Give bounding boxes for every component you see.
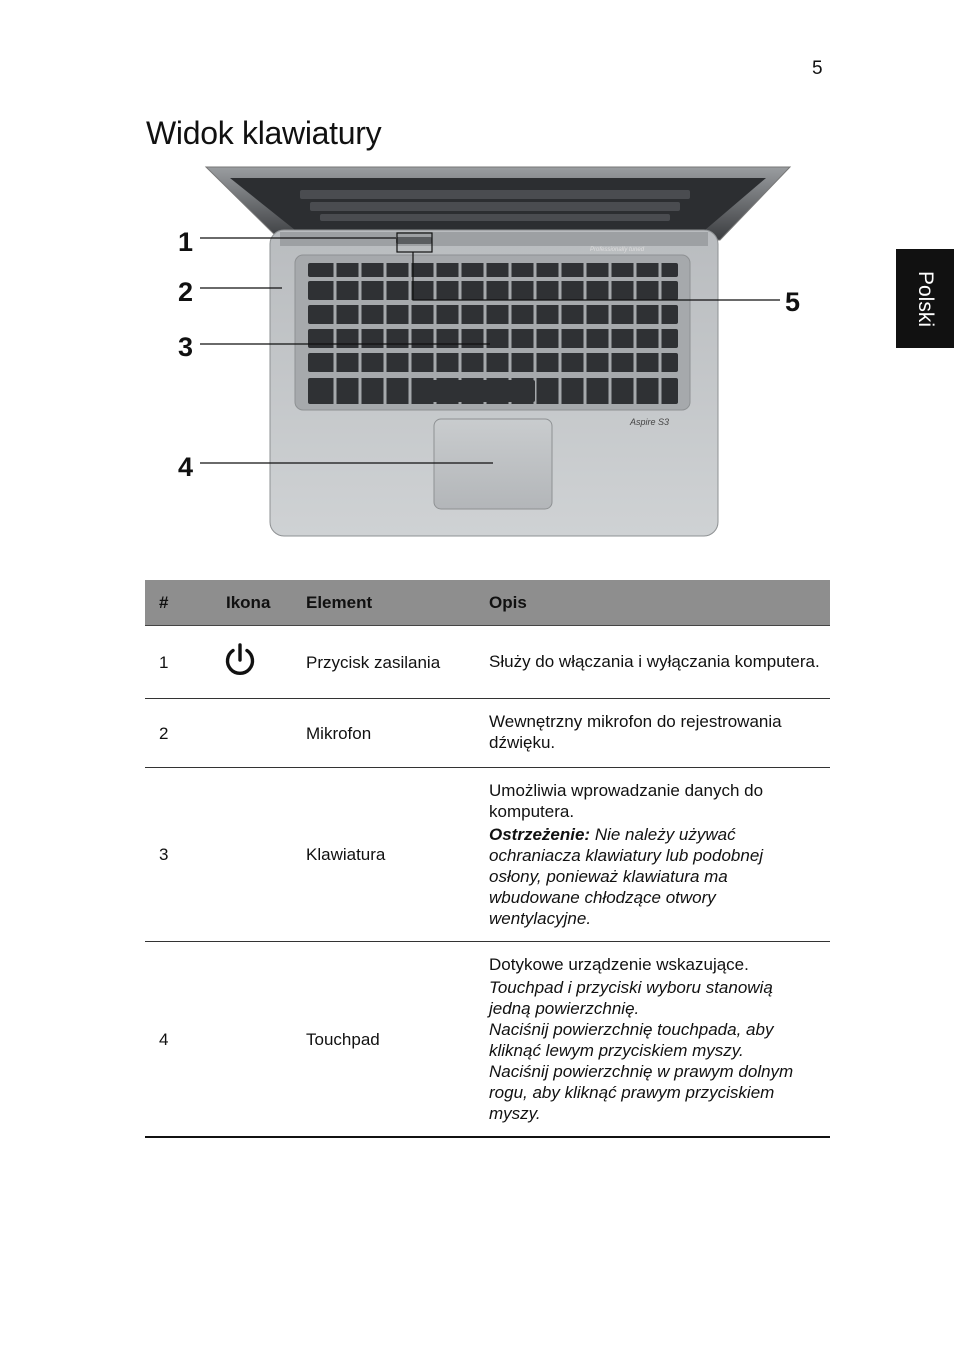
power-icon — [222, 642, 258, 678]
row-icon-cell — [212, 942, 292, 1138]
tagline: Professionally tuned — [590, 247, 645, 253]
header-num: # — [145, 580, 212, 626]
row-desc — [475, 768, 830, 942]
model-label: Aspire S3 — [630, 417, 670, 427]
warning-label: Ostrzeżenie: — [489, 825, 591, 844]
row-icon-cell — [212, 768, 292, 942]
callout-1: 1 — [178, 227, 194, 257]
row-icon-cell — [212, 626, 292, 699]
space-bar — [415, 380, 535, 402]
row-desc — [475, 942, 830, 1138]
note-2: Naciśnij powierzchnię touchpada, aby kliknąć lewym przyciskiem myszy. — [489, 1020, 774, 1060]
row-num: 4 — [145, 942, 212, 1138]
table-row — [145, 626, 830, 699]
hinge-strip — [280, 232, 708, 246]
row-element: Przycisk zasilania — [292, 626, 475, 699]
table-header-row — [145, 580, 830, 626]
callout-2: 2 — [178, 277, 194, 307]
table-row — [145, 699, 830, 768]
callout-4: 4 — [178, 452, 194, 482]
callout-5: 5 — [785, 287, 801, 317]
desc-text: Służy do włączania i wyłączania komputera. — [489, 651, 820, 671]
row-num: 2 — [145, 699, 212, 768]
table-row — [145, 768, 830, 942]
language-tab-label: Polski — [914, 270, 937, 327]
row-desc — [475, 699, 830, 768]
header-desc: Opis — [475, 580, 830, 626]
row-icon-cell — [212, 699, 292, 768]
warning-body: Nie należy używać ochraniacza klawiatury lub podobnej osłony, ponieważ klawiatura ma wbudowane chłodzące otwory wentylacyjne. — [489, 825, 764, 928]
touchpad-shape — [434, 419, 552, 509]
warning-text — [489, 824, 810, 929]
row-num: 3 — [145, 768, 212, 942]
table-row — [145, 942, 830, 1138]
desc-text: Umożliwia wprowadzanie danych do komputera. — [489, 781, 764, 821]
desc-text: Wewnętrzny mikrofon do rejestrowania dźwięku. — [489, 712, 782, 752]
lid-reflection — [300, 190, 690, 221]
row-num: 1 — [145, 626, 212, 699]
laptop-illustration — [160, 160, 840, 560]
page-title: Widok klawiatury — [146, 115, 382, 151]
header-icon: Ikona — [212, 580, 292, 626]
component-table — [145, 580, 830, 1138]
power-button-shape — [396, 237, 432, 244]
note-3: Naciśnij powierzchnię w prawym dolnym rogu, aby kliknąć prawym przyciskiem myszy. — [489, 1062, 794, 1123]
page-number: 5 — [812, 58, 823, 79]
language-tab — [896, 249, 954, 348]
row-desc — [475, 626, 830, 699]
desc-text: Dotykowe urządzenie wskazujące. — [489, 955, 749, 974]
callout-3: 3 — [178, 332, 194, 362]
row-element: Klawiatura — [292, 768, 475, 942]
note-1: Touchpad i przyciski wyboru stanowią jedną powierzchnię. — [489, 978, 773, 1018]
row-element: Touchpad — [292, 942, 475, 1138]
header-element: Element — [292, 580, 475, 626]
row-element: Mikrofon — [292, 699, 475, 768]
laptop-figure — [160, 160, 840, 560]
